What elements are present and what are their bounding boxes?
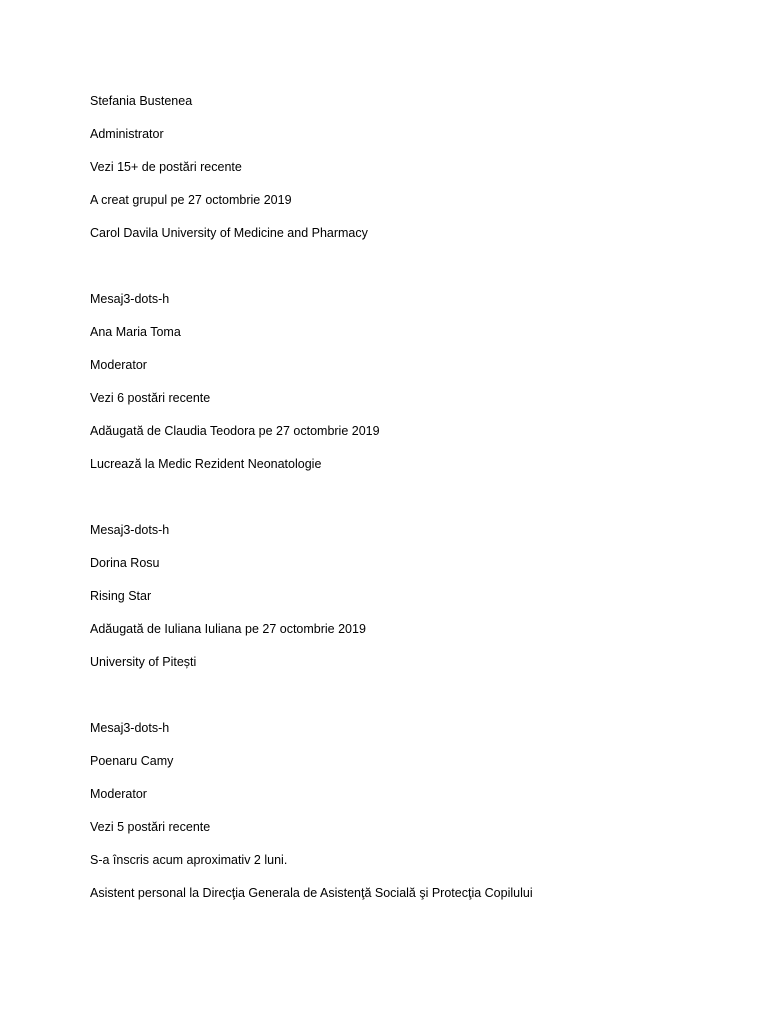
member-block-3 (90, 521, 730, 671)
member-block-1 (90, 92, 730, 242)
member-joined-info: Adăugată de Iuliana Iuliana pe 27 octombrie 2019 (90, 622, 366, 636)
member-badge: Rising Star (90, 589, 152, 603)
member-joined-info: S-a înscris acum aproximativ 2 luni. (90, 853, 288, 867)
member-block-4 (90, 719, 730, 902)
message-options-text: Mesaj3-dots-h (90, 721, 170, 735)
member-block-2 (90, 290, 730, 473)
member-name: Stefania Bustenea (90, 94, 193, 108)
message-options-text: Mesaj3-dots-h (90, 523, 170, 537)
member-role: Moderator (90, 787, 147, 801)
document-page (90, 92, 730, 917)
block-spacer (90, 488, 730, 521)
member-joined-info: A creat grupul pe 27 octombrie 2019 (90, 193, 292, 207)
block-spacer (90, 686, 730, 719)
member-affiliation: Carol Davila University of Medicine and Pharmacy (90, 226, 368, 240)
recent-posts-link: Vezi 15+ de postări recente (90, 160, 242, 174)
member-name: Dorina Rosu (90, 556, 160, 570)
recent-posts-link: Vezi 5 postări recente (90, 820, 211, 834)
member-affiliation: Lucrează la Medic Rezident Neonatologie (90, 457, 322, 471)
member-joined-info: Adăugată de Claudia Teodora pe 27 octombrie 2019 (90, 424, 380, 438)
member-affiliation: University of Pitești (90, 655, 197, 669)
recent-posts-link: Vezi 6 postări recente (90, 391, 211, 405)
member-role: Administrator (90, 127, 164, 141)
member-name: Ana Maria Toma (90, 325, 181, 339)
member-affiliation: Asistent personal la Direcţia Generala de Asistenţă Socială şi Protecţia Copilului (90, 886, 533, 900)
message-options-text: Mesaj3-dots-h (90, 292, 170, 306)
member-name: Poenaru Camy (90, 754, 174, 768)
member-role: Moderator (90, 358, 147, 372)
block-spacer (90, 257, 730, 290)
